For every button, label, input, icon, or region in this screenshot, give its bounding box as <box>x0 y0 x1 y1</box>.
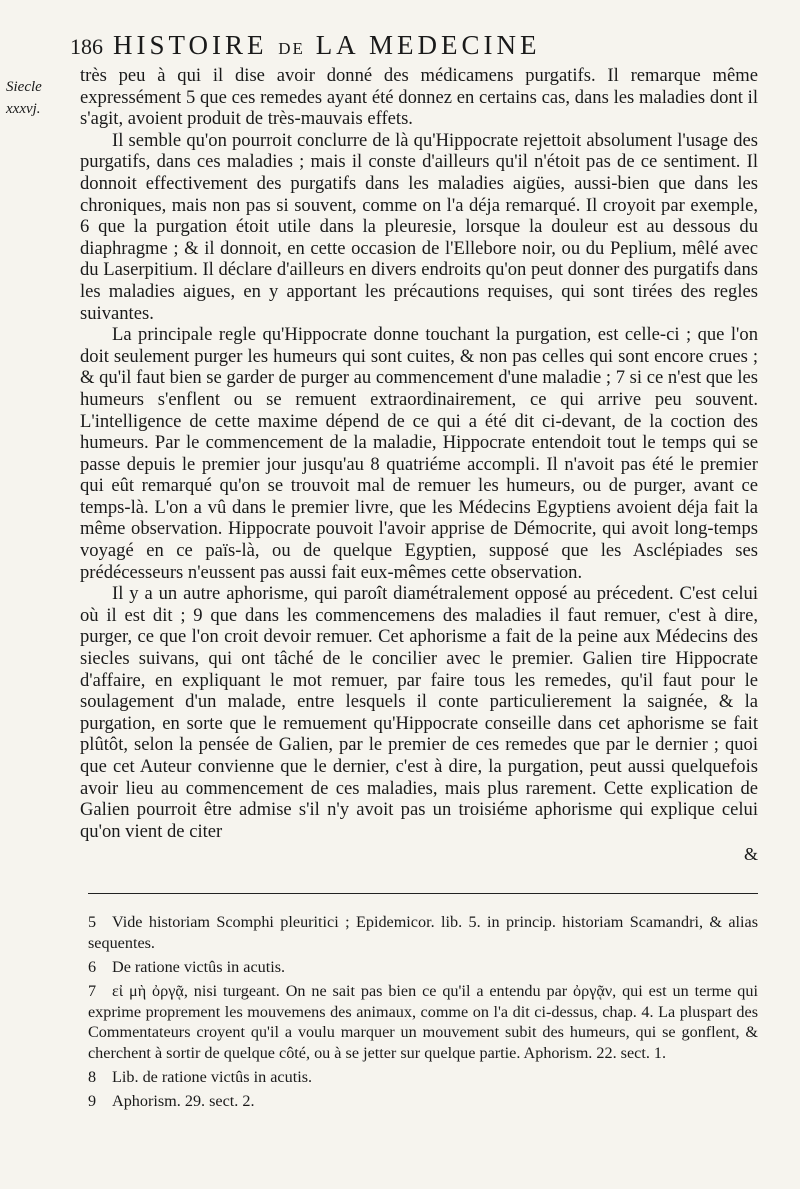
paragraph: Il y a un autre aphorisme, qui paroît diamétralement opposé au précedent. C'est celui où il est dit ; 9 que dans les commencemens des maladies il faut remuer, c'est à dire, purger, ce que l'on croit devoir remuer. Cet aphorisme a fait de la peine aux Médecins des siecles suivans, qui ont tâché de le concilier avec le premier. Galien tire Hippocrate d'affaire, en expliquant le mot remuer, par faire tous les remedes, qu'il faut pour le soulagement d'un malade, entre lesquels il conte particulierement la saignée, & la purgation, en sorte que le remuement qu'Hippocrate conseille dans cet aphorisme se fait plûtôt, selon la pensée de Galien, par le premier de ces remedes que par le dernier ; quoi que cet Auteur convienne que le dernier, c'est à dire, la purgation, peut aussi quelquefois avoir lieu au commencement de ces maladies, mais plus rarement. Cette explication de Galien pourroit être admise s'il n'y avoit pas un troisiéme aphorisme qui explique celui qu'on vient de citer <box>80 583 758 842</box>
footnote-number: 8 <box>88 1067 97 1086</box>
footnote-text: εἰ μὴ ὀργᾷ, nisi turgeant. On ne sait pas bien ce qu'il a entendu par ὀργᾷν, qui est un terme qui exprime proprement les mouvemens des animaux, comme on l'a dit ci-dessus, chap. 4. La pluspart des Commentateurs croyent qu'il a voulu marquer un mouvement subit des humeurs, qui se gonflent, & cherchent à sortir de quelque côté, ou à se jetter sur quelque partie. Aphorism. 22. sect. 1. <box>88 981 758 1063</box>
running-head-word: DE <box>278 39 305 58</box>
margin-note-line: xxxvj. <box>6 101 41 117</box>
margin-note <box>6 76 64 120</box>
page-header <box>70 30 758 61</box>
running-head <box>113 30 540 61</box>
paragraph: très peu à qui il dise avoir donné des médicamens purgatifs. Il remarque même expressément 5 que ces remedes ayant été donnez en certains cas, dans les maladies dont il s'agit, avoient produit de très-mauvais effets. <box>80 65 758 130</box>
footnote-number: 6 <box>88 957 97 976</box>
footnote-text: De ratione victûs in acutis. <box>112 957 286 976</box>
footnote <box>88 981 758 1064</box>
running-head-word: LA <box>315 30 359 60</box>
footnote <box>88 957 758 978</box>
body-text <box>80 65 758 842</box>
margin-note-line: Siecle <box>6 79 42 95</box>
footnote <box>88 1091 758 1112</box>
footnote <box>88 912 758 954</box>
footnote-divider <box>88 893 758 894</box>
footnote-number: 9 <box>88 1091 97 1110</box>
footnotes <box>88 912 758 1111</box>
paragraph: La principale regle qu'Hippocrate donne touchant la purgation, est celle-ci ; que l'on doit seulement purger les humeurs qui sont cuites, & non pas celles qui sont encore crues ; & qu'il faut bien se garder de purger au commencement d'une maladie ; 7 si ce n'est que les humeurs s'enflent ou se remuent extraordinairement, ce qui arrive peu souvent. L'intelligence de cette maxime dépend de ce qui a été dit ci-devant, de la coction des humeurs. Par le commencement de la maladie, Hippocrate entendoit tout le temps qui se passe depuis le premier jour jusqu'au 8 quatriéme accompli. Il n'avoit pas été le premier qui eût remarqué qu'on se trouvoit mal de remuer les humeurs, ou de purger, avant ce temps-là. L'on a vû dans le premier livre, que les Médecins Egyptiens avoient déja fait la même observation. Hippocrate pouvoit l'avoir apprise de Démocrite, qui avoit long-temps voyagé en ce païs-là, ou de quelque Egyptien, supposé que les Asclépiades ses prédécesseurs n'eussent pas aussi fait eux-mêmes cette observation. <box>80 324 758 583</box>
footnote-text: Vide historiam Scomphi pleuritici ; Epidemicor. lib. 5. in princip. historiam Scamandri, & alias sequentes. <box>88 913 758 953</box>
running-head-word: MEDECINE <box>368 30 541 60</box>
footnote <box>88 1067 758 1088</box>
footnote-text: Lib. de ratione victûs in acutis. <box>112 1067 313 1086</box>
footnote-number: 5 <box>88 913 97 932</box>
page-number: 186 <box>70 34 103 59</box>
footnote-number: 7 <box>88 981 97 1000</box>
footnote-text: Aphorism. 29. sect. 2. <box>112 1091 255 1110</box>
catchword: & <box>743 844 758 865</box>
paragraph: Il semble qu'on pourroit conclurre de là qu'Hippocrate rejettoit absolument l'usage des purgatifs, dans ces maladies ; mais il conste d'ailleurs qu'il n'étoit pas de ce sentiment. Il donnoit effectivement des purgatifs dans les maladies aigües, aussi-bien que dans les chroniques, mais non pas si souvent, comme on l'a déja remarqué. Il croyoit par exemple, 6 que la purgation étoit utile dans la pleuresie, lorsque la douleur est au dessous du diaphragme ; & il donnoit, en cette occasion de l'Ellebore noir, ou du Peplium, mêlé avec du Laserpitium. Il déclare d'ailleurs en divers endroits qu'on peut donner des purgatifs dans les maladies aigues, en y apportant les précautions requises, qui sont tirées des regles suivantes. <box>80 129 758 324</box>
running-head-word: HISTOIRE <box>113 30 268 60</box>
